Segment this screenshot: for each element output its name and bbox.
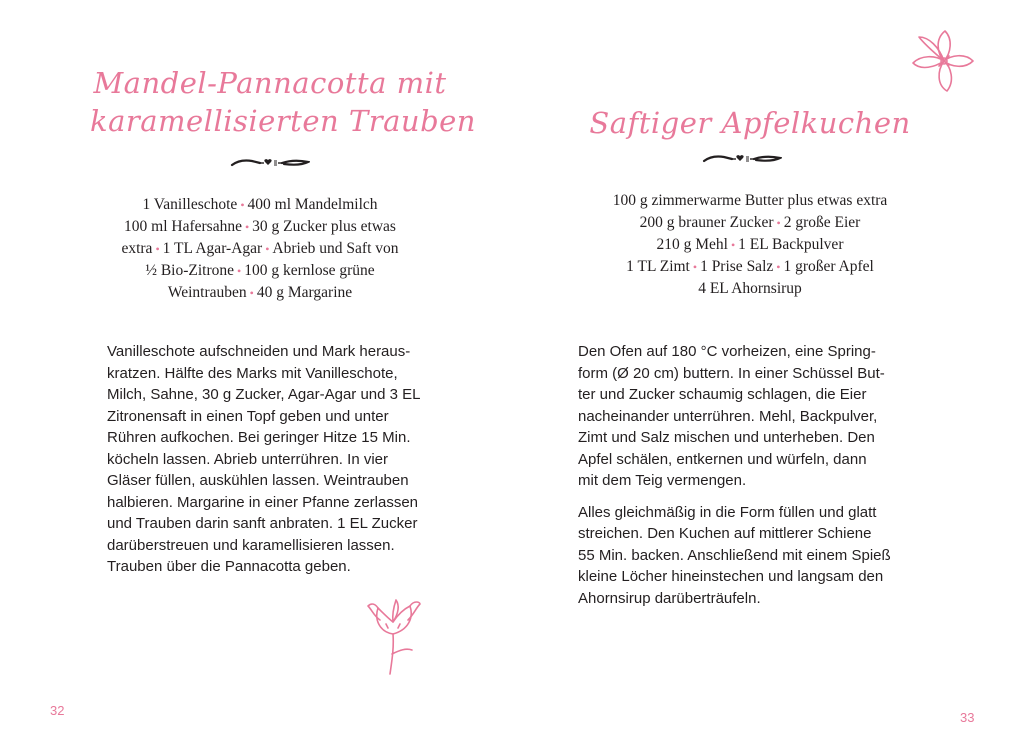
ingredient-item: 4 EL Ahornsirup xyxy=(698,280,802,297)
ingredient-row xyxy=(95,282,425,304)
ingredient-item: 100 g kernlose grüne xyxy=(244,262,375,279)
ingredient-item: 2 große Eier xyxy=(783,214,861,231)
method-line: mit dem Teig vermengen. xyxy=(578,472,747,489)
method-line: nacheinander unterrühren. Mehl, Backpulver, xyxy=(578,407,878,425)
right-page xyxy=(510,0,1020,755)
method-line: Rühren aufkochen. Bei geringer Hitze 15 Min. xyxy=(107,429,411,446)
ingredient-row xyxy=(585,256,915,278)
ingredient-row xyxy=(95,216,425,238)
method-paragraph xyxy=(578,502,928,610)
ingredient-item: 1 TL Agar-Agar xyxy=(162,240,263,257)
ingredient-row xyxy=(95,194,425,216)
method-line: form (Ø 20 cm) buttern. In einer Schüssel But- xyxy=(578,364,885,382)
ingredients-list xyxy=(585,190,915,300)
ingredient-item: 30 g Zucker plus etwas xyxy=(252,218,396,235)
separator-dot-icon: • xyxy=(776,216,781,230)
method-line: Apfel schälen, entkernen und würfeln, dann xyxy=(578,450,867,468)
separator-dot-icon: • xyxy=(692,260,698,274)
method-text xyxy=(107,341,447,588)
method-text xyxy=(578,341,928,619)
page-number: 33 xyxy=(960,710,975,725)
blossom-icon xyxy=(905,25,983,97)
method-line: köcheln lassen. Abrieb unterrühren. In vier xyxy=(107,450,388,468)
ingredient-row xyxy=(585,212,915,234)
method-line: und Trauben darin sanft anbraten. 1 EL Zucker xyxy=(107,515,418,532)
ingredient-item: 100 g zimmerwarme Butter plus etwas extra xyxy=(612,192,888,209)
title-line: karamellisierten Trauben xyxy=(90,104,476,138)
ingredient-item: 40 g Margarine xyxy=(256,284,353,301)
method-line: kratzen. Hälfte des Marks mit Vanilleschote, xyxy=(107,364,398,382)
method-line: darüberstreuen und karamellisieren lassen. xyxy=(107,536,395,554)
ingredient-item: 200 g brauner Zucker xyxy=(639,214,774,231)
cutlery-divider-icon xyxy=(230,156,310,170)
recipe-title xyxy=(90,64,476,140)
ingredient-item: 1 großer Apfel xyxy=(783,258,874,275)
flower-bud-icon xyxy=(362,598,424,676)
method-line: Den Ofen auf 180 °C vorheizen, eine Spring- xyxy=(578,343,876,360)
method-line: streichen. Den Kuchen auf mittlerer Schiene xyxy=(578,525,872,542)
ingredient-item: 1 Prise Salz xyxy=(700,258,774,275)
method-line: ter und Zucker schaumig schlagen, die Eier xyxy=(578,386,867,403)
page-number: 32 xyxy=(50,703,65,718)
title-line: Saftiger Apfelkuchen xyxy=(589,106,911,140)
method-line: Milch, Sahne, 30 g Zucker, Agar-Agar und 3 EL xyxy=(107,386,421,403)
ingredient-row xyxy=(585,278,915,300)
ingredient-row xyxy=(95,238,425,260)
ingredient-item: 400 ml Mandelmilch xyxy=(247,196,378,213)
method-line: halbieren. Margarine in einer Pfanne zerlassen xyxy=(107,493,419,511)
method-paragraph xyxy=(107,341,447,578)
method-line: Zimt und Salz mischen und unterheben. Den xyxy=(578,429,875,446)
separator-dot-icon: • xyxy=(776,260,781,274)
ingredient-item: Weintrauben xyxy=(167,284,247,301)
title-line: Mandel-Pannacotta mit xyxy=(93,66,447,100)
ingredient-item: ½ Bio-Zitrone xyxy=(145,262,235,279)
ingredient-item: 100 ml Hafersahne xyxy=(124,218,242,235)
method-line: Vanilleschote aufschneiden und Mark heraus- xyxy=(107,343,411,360)
method-line: Trauben über die Pannacotta geben. xyxy=(107,558,351,575)
separator-dot-icon: • xyxy=(155,242,160,256)
ingredient-item: 210 g Mehl xyxy=(656,236,728,253)
method-paragraph xyxy=(578,341,928,492)
method-line: Alles gleichmäßig in die Form füllen und glatt xyxy=(578,503,877,521)
ingredient-item: 1 EL Backpulver xyxy=(738,236,844,253)
ingredient-item: 1 Vanilleschote xyxy=(142,196,238,213)
method-line: kleine Löcher hineinstechen und langsam den xyxy=(578,568,884,585)
ingredient-item: Abrieb und Saft von xyxy=(272,240,399,257)
ingredient-row xyxy=(585,234,915,256)
method-line: Gläser füllen, auskühlen lassen. Weintrauben xyxy=(107,472,409,489)
ingredient-row xyxy=(585,190,915,212)
separator-dot-icon: • xyxy=(265,242,270,256)
ingredients-list xyxy=(95,194,425,304)
separator-dot-icon: • xyxy=(244,220,250,234)
separator-dot-icon: • xyxy=(240,198,245,212)
ingredient-item: extra xyxy=(121,240,153,257)
separator-dot-icon: • xyxy=(249,286,254,300)
method-line: Zitronensaft in einen Topf geben und unter xyxy=(107,407,389,425)
method-line: 55 Min. backen. Anschließend mit einem Spieß xyxy=(578,546,891,564)
separator-dot-icon: • xyxy=(237,264,242,278)
ingredient-item: 1 TL Zimt xyxy=(626,258,690,275)
cutlery-divider-icon xyxy=(702,152,782,166)
recipe-title xyxy=(580,104,920,142)
separator-dot-icon: • xyxy=(730,238,736,252)
ingredient-row xyxy=(95,260,425,282)
method-line: Ahornsirup darüberträufeln. xyxy=(578,589,761,607)
